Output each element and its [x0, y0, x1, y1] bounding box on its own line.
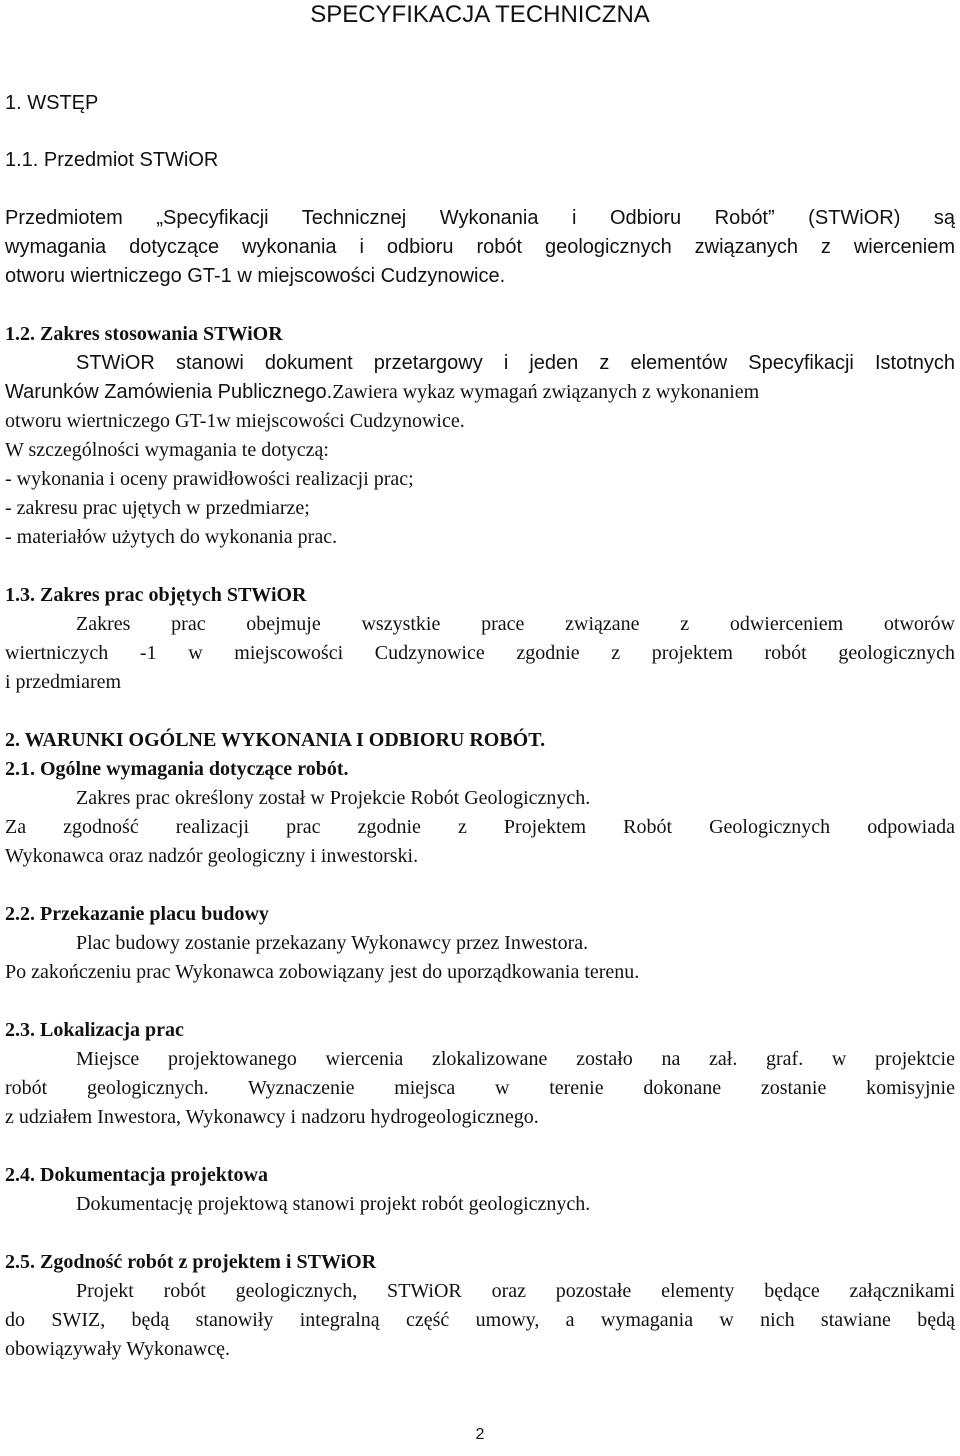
paragraph-line: obowiązywały Wykonawcę. [5, 1338, 231, 1360]
paragraph-line: wiertniczych -1 w miejscowości Cudzynowice zgodnie z projektem robót geologicznych [5, 642, 955, 664]
list-item: - zakresu prac ujętych w przedmiarze; [5, 497, 310, 519]
page-number: 2 [475, 1426, 485, 1443]
list-item: - wykonania i oceny prawidłowości realizacji prac; [5, 468, 414, 490]
section-1-3-heading: 1.3. Zakres prac objętych STWiOR [5, 584, 307, 606]
list-item: - materiałów użytych do wykonania prac. [5, 526, 338, 548]
paragraph-line: wymagania dotyczące wykonania i odbioru robót geologicznych związanych z wierceniem [5, 236, 955, 258]
section-2-2-heading: 2.2. Przekazanie placu budowy [5, 903, 269, 925]
paragraph-line: do SWIZ, będą stanowiły integralną część umowy, a wymagania w nich stawiane będą [5, 1309, 955, 1331]
paragraph-line: Przedmiotem „Specyfikacji Technicznej Wykonania i Odbioru Robót” (STWiOR) są [5, 207, 955, 229]
paragraph-fragment-serif: Zawiera wykaz wymagań związanych z wykonaniem [332, 381, 760, 403]
paragraph-line: Zakres prac określony został w Projekcie Robót Geologicznych. [76, 787, 591, 809]
paragraph-line: Po zakończeniu prac Wykonawca zobowiązany jest do uporządkowania terenu. [5, 961, 640, 983]
document-title: SPECYFIKACJA TECHNICZNA [310, 1, 650, 28]
section-2-5-heading: 2.5. Zgodność robót z projektem i STWiOR [5, 1251, 377, 1273]
section-2-1-heading: 2.1. Ogólne wymagania dotyczące robót. [5, 758, 349, 780]
paragraph-line: z udziałem Inwestora, Wykonawcy i nadzoru hydrogeologicznego. [5, 1106, 539, 1128]
paragraph-line: Plac budowy zostanie przekazany Wykonawcy przez Inwestora. [76, 932, 589, 954]
paragraph-line: i przedmiarem [5, 671, 122, 693]
section-1-2-heading: 1.2. Zakres stosowania STWiOR [5, 323, 283, 345]
paragraph-line: STWiOR stanowi dokument przetargowy i jeden z elementów Specyfikacji Istotnych [76, 352, 955, 374]
paragraph-line: Miejsce projektowanego wiercenia zlokalizowane zostało na zał. graf. w projektcie [76, 1048, 955, 1070]
paragraph-fragment: Warunków Zamówienia Publicznego. [5, 381, 333, 403]
paragraph-line: Dokumentację projektową stanowi projekt robót geologicznych. [76, 1193, 591, 1215]
paragraph-line: Wykonawca oraz nadzór geologiczny i inwestorski. [5, 845, 419, 867]
section-1-heading: 1. WSTĘP [5, 92, 99, 114]
section-1-1-heading: 1.1. Przedmiot STWiOR [5, 149, 219, 171]
section-2-3-heading: 2.3. Lokalizacja prac [5, 1019, 184, 1041]
paragraph-line: W szczególności wymagania te dotyczą: [5, 439, 329, 461]
paragraph-line: Zakres prac obejmuje wszystkie prace związane z odwierceniem otworów [76, 613, 955, 635]
paragraph-line: otworu wiertniczego GT-1w miejscowości Cudzynowice. [5, 410, 465, 432]
paragraph-line: Za zgodność realizacji prac zgodnie z Projektem Robót Geologicznych odpowiada [5, 816, 955, 838]
section-2-heading: 2. WARUNKI OGÓLNE WYKONANIA I ODBIORU ROBÓT. [5, 729, 546, 751]
paragraph-line: otworu wiertniczego GT-1 w miejscowości Cudzynowice. [5, 265, 506, 287]
section-2-4-heading: 2.4. Dokumentacja projektowa [5, 1164, 268, 1186]
paragraph-line: robót geologicznych. Wyznaczenie miejsca w terenie dokonane zostanie komisyjnie [5, 1077, 955, 1099]
paragraph-line [5, 378, 759, 407]
paragraph-line: Projekt robót geologicznych, STWiOR oraz pozostałe elementy będące załącznikami [76, 1280, 955, 1302]
